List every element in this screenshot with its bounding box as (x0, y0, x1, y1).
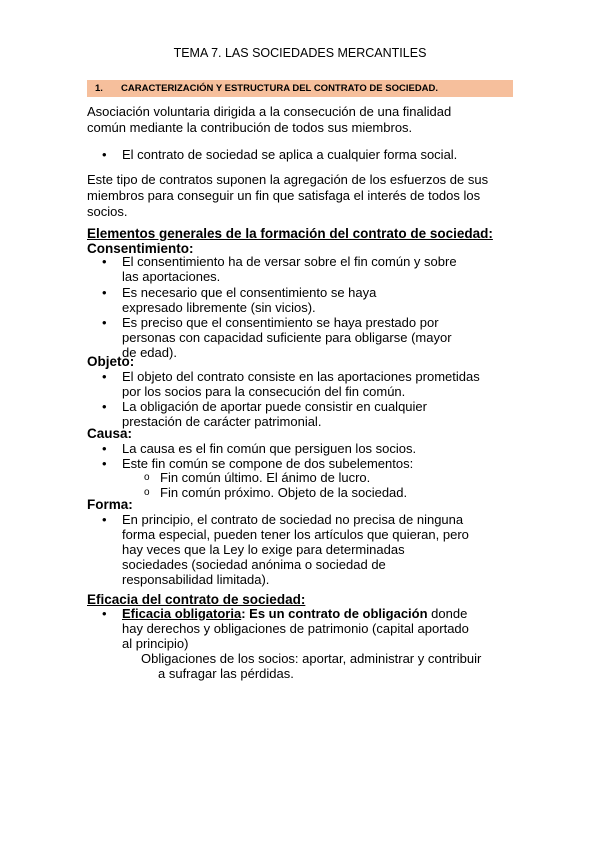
list-item-text: El consentimiento ha de versar sobre el fin común y sobre (122, 254, 457, 269)
objeto-heading: Objeto: (87, 354, 135, 369)
section-label: CARACTERIZACIÓN Y ESTRUCTURA DEL CONTRATO DE SOCIEDAD. (121, 83, 439, 94)
intro-line: común mediante la contribución de todos sus miembros. (87, 120, 413, 135)
bullet-icon: • (102, 315, 107, 330)
eficacia-bold: obligación (362, 606, 428, 621)
sub-list-item-text: Fin común último. El ánimo de lucro. (160, 470, 371, 485)
list-item-text: personas con capacidad suficiente para obligarse (mayor (122, 330, 452, 345)
list-item (102, 369, 480, 399)
eficacia-obligaciones (141, 651, 481, 681)
consentimiento-heading: Consentimiento: (87, 241, 194, 256)
list-item-text: El objeto del contrato consiste en las aportaciones prometidas (122, 369, 480, 384)
sub-list-item-text: Fin común próximo. Objeto de la sociedad. (160, 485, 408, 500)
bullet-icon: • (102, 285, 107, 300)
list-item-text: al principio) (122, 636, 189, 651)
list-item-text: responsabilidad limitada). (122, 572, 270, 587)
bullet-icon: • (102, 606, 107, 621)
eficacia-text: donde (427, 606, 468, 621)
paragraph-line: Este tipo de contratos suponen la agregación de los esfuerzos de sus (87, 172, 489, 187)
forma-heading: Forma: (87, 497, 133, 512)
intro-line: Asociación voluntaria dirigida a la consecución de una finalidad (87, 104, 452, 119)
list-item-text: hay derechos y obligaciones de patrimonio (capital aportado (122, 621, 469, 636)
list-item-text: Es preciso que el consentimiento se haya prestado por (122, 315, 439, 330)
list-item-text: La obligación de aportar puede consistir en cualquier (122, 399, 427, 414)
bullet-icon: • (102, 512, 107, 527)
bullet-icon: • (102, 369, 107, 384)
bullet-icon: • (102, 456, 107, 471)
list-item-text: por los socios para la consecución del fin común. (122, 384, 406, 399)
sub-list-item (144, 470, 371, 485)
sub-bullet-icon: o (144, 472, 150, 483)
list-item (102, 606, 469, 651)
list-item-text: El contrato de sociedad se aplica a cualquier forma social. (122, 147, 458, 162)
list-item-text: expresado libremente (sin vicios). (122, 300, 316, 315)
list-item-text: Este fin común se compone de dos subelementos: (122, 456, 414, 471)
list-item (102, 512, 469, 587)
bullet-icon: • (102, 399, 107, 414)
list-item (102, 285, 377, 315)
list-item (102, 315, 452, 360)
elementos-heading: Elementos generales de la formación del contrato de sociedad: (87, 226, 493, 241)
paragraph-line: socios. (87, 204, 128, 219)
section-number: 1. (95, 83, 103, 94)
list-item-text: hay veces que la Ley lo exige para determinadas (122, 542, 405, 557)
causa-heading: Causa: (87, 426, 133, 441)
bullet-icon: • (102, 441, 107, 456)
page-title: TEMA 7. LAS SOCIEDADES MERCANTILES (173, 46, 427, 60)
eficacia-term: Eficacia obligatoria (122, 606, 242, 621)
eficacia-text: : Es un contrato de (241, 606, 363, 621)
list-item (102, 147, 458, 162)
list-item (102, 456, 414, 471)
bullet-icon: • (102, 254, 107, 269)
list-item-text: las aportaciones. (122, 269, 221, 284)
list-item-text: prestación de carácter patrimonial. (122, 414, 322, 429)
list-item-text: forma especial, pueden tener los artículos que quieran, pero (122, 527, 469, 542)
sub-list-item (144, 485, 408, 500)
intro-paragraph (87, 104, 451, 136)
paragraph-2 (87, 172, 488, 220)
list-item-text: a sufragar las pérdidas. (158, 666, 294, 681)
list-item (102, 399, 427, 429)
list-item-text: En principio, el contrato de sociedad no precisa de ninguna (122, 512, 464, 527)
list-item (102, 441, 417, 456)
list-item-text: de edad). (122, 345, 177, 360)
list-item-text: Es necesario que el consentimiento se haya (122, 285, 377, 300)
bullet-icon: • (102, 147, 107, 162)
list-item (102, 254, 457, 284)
list-item-text: sociedades (sociedad anónima o sociedad de (122, 557, 386, 572)
sub-bullet-icon: o (144, 487, 150, 498)
section-heading-1 (87, 80, 513, 97)
paragraph-line: miembros para conseguir un fin que satisfaga el interés de todos los (87, 188, 481, 203)
list-item-text: La causa es el fin común que persiguen los socios. (122, 441, 417, 456)
list-item-text: Obligaciones de los socios: aportar, administrar y contribuir (141, 651, 482, 666)
eficacia-heading: Eficacia del contrato de sociedad: (87, 592, 306, 607)
eficacia-line (122, 606, 469, 621)
